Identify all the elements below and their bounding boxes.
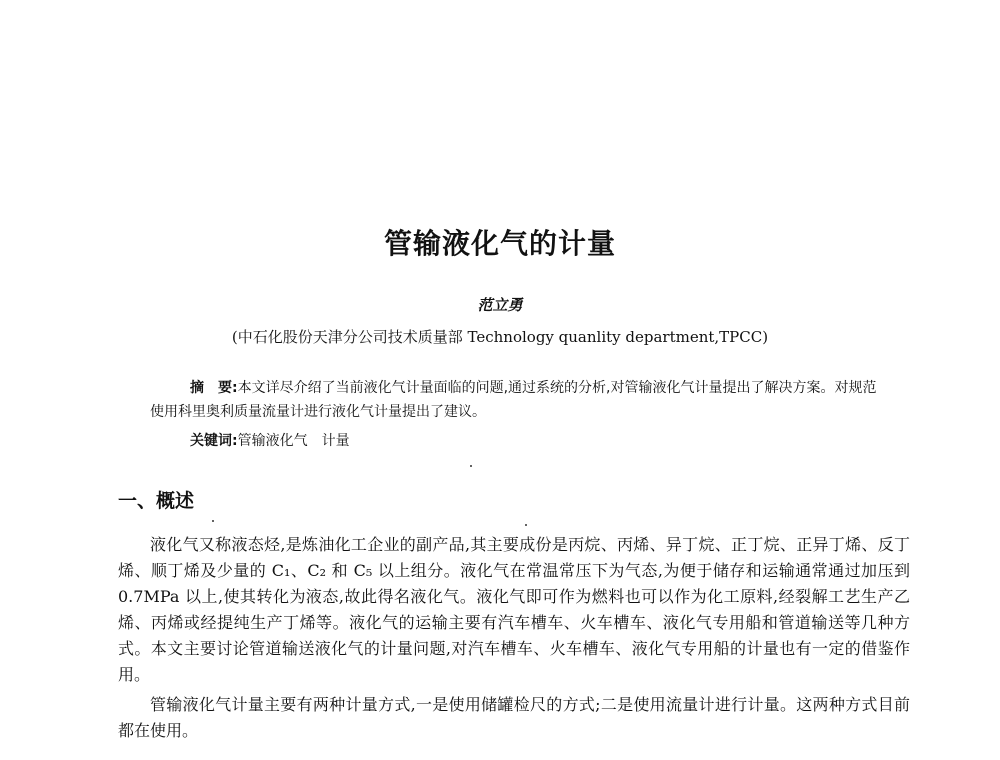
body-paragraph: 液化气又称液态烃,是炼油化工企业的副产品,其主要成份是丙烷、丙烯、异丁烷、正丁烷、正异丁烯、反丁烯、顺丁烯及少量的 C₁、C₂ 和 C₅ 以上组分。液化气在常温常压下为气态,为便于储存和运输通常通过加压到 0.7MPa 以上,使其转化为液态,故此得名液化气。液化气即可作为燃料也可以作为化工原料,经裂解工艺生产乙烯、丙烯或经提纯生产丁烯等。液化气的运输主要有汽车槽车、火车槽车、液化气专用船和管道输送等几种方式。本文主要讨论管道输送液化气的计量问题,对汽车槽车、火车槽车、液化气专用船的计量也有一定的借鉴作用。 — [118, 535, 910, 684]
abstract — [150, 376, 890, 424]
scan-speck — [525, 524, 527, 526]
paper-title: 管输液化气的计量 — [383, 227, 616, 260]
section-heading: 一、概述 — [118, 490, 195, 512]
keywords-text: 管输液化气 计量 — [237, 433, 350, 449]
body-paragraph: 管输液化气计量主要有两种计量方式,一是使用储罐检尺的方式;二是使用流量计进行计量。这两种方式目前都在使用。 — [118, 695, 910, 740]
author-name: 范立勇 — [477, 296, 523, 314]
abstract-text: 本文详尽介绍了当前液化气计量面临的问题,通过系统的分析,对管输液化气计量提出了解决方案。对规范使用科里奥利质量流量计进行液化气计量提出了建议。 — [150, 380, 877, 420]
keywords — [190, 430, 350, 450]
abstract-label: 摘 要: — [190, 380, 238, 396]
author-affiliation: (中石化股份天津分公司技术质量部 Technology quanlity department,TPCC) — [231, 328, 769, 346]
keywords-label: 关键词: — [190, 433, 238, 449]
scan-speck — [470, 465, 472, 467]
scan-speck — [212, 520, 214, 522]
body-text — [118, 532, 910, 748]
